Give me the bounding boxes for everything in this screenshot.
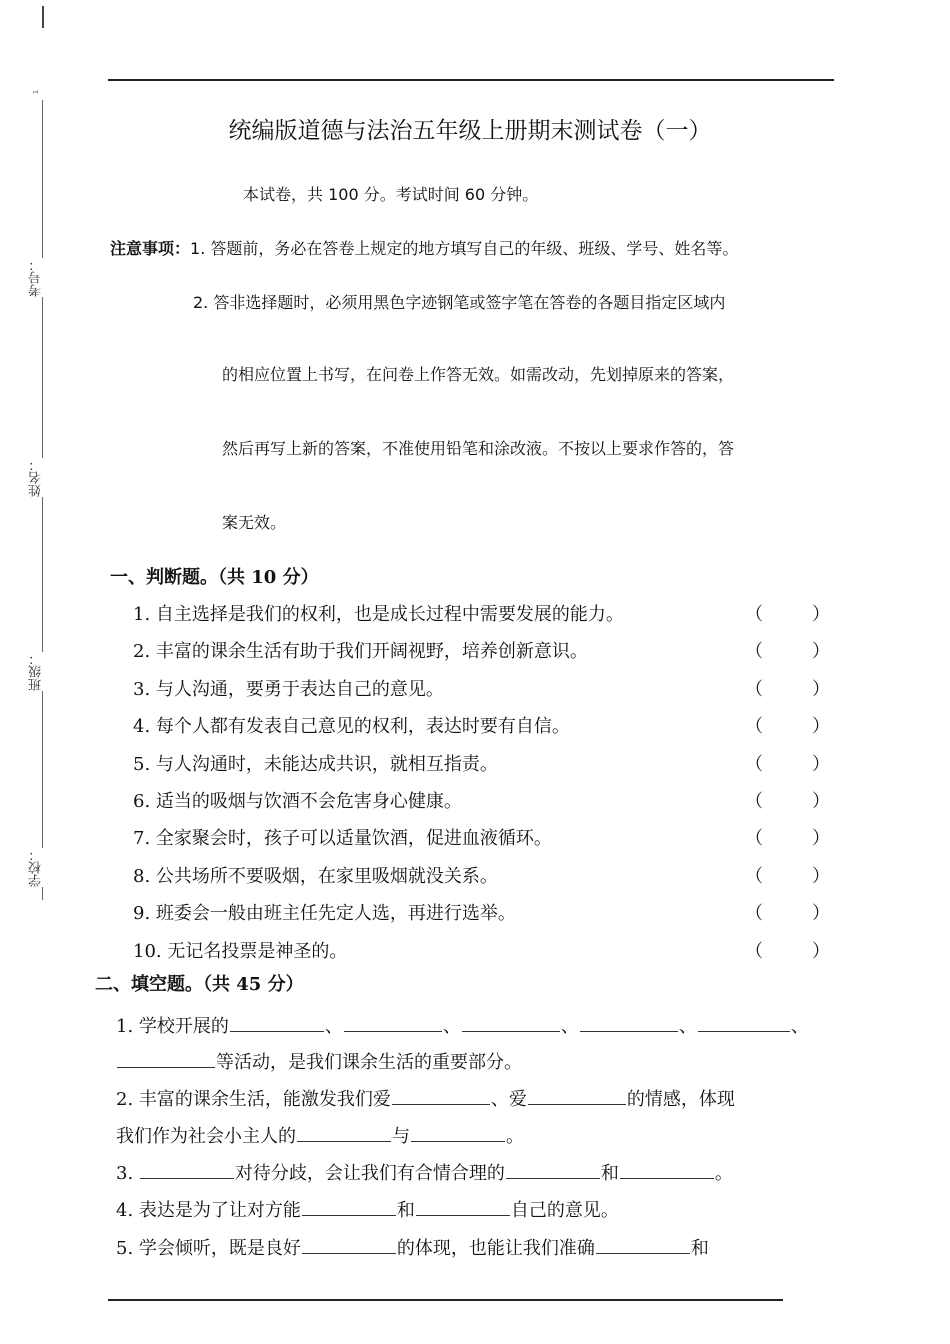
answer-paren-close[interactable]: ）	[812, 903, 830, 924]
footer-rule	[108, 1299, 783, 1301]
separator: 、	[324, 1016, 343, 1037]
fill-q4-text: 自己的意见。	[510, 1200, 619, 1221]
answer-blank[interactable]	[230, 1013, 324, 1032]
answer-paren-open[interactable]: （	[745, 679, 763, 700]
answer-paren-open[interactable]: （	[745, 716, 763, 737]
notice-item-2-line-4: 案无效。	[222, 513, 287, 532]
answer-blank[interactable]	[344, 1013, 442, 1032]
question-text: 9. 班委会一般由班主任先定人选，再进行选举。	[133, 903, 516, 924]
answer-paren-close[interactable]: ）	[812, 866, 830, 887]
fill-q1-text: 1. 学校开展的	[116, 1016, 229, 1037]
binding-line	[42, 100, 43, 900]
question-text: 8. 公共场所不要吸烟，在家里吸烟就没关系。	[133, 866, 498, 887]
fill-question-5	[116, 1234, 709, 1260]
question-text: 1. 自主选择是我们的权利，也是成长过程中需要发展的能力。	[133, 604, 624, 625]
answer-paren-close[interactable]: ）	[812, 679, 830, 700]
answer-paren-close[interactable]: ）	[812, 754, 830, 775]
page-mark: 1	[32, 89, 41, 95]
question-text: 5. 与人沟通时，未能达成共识，就相互指责。	[133, 754, 498, 775]
question-text: 10. 无记名投票是神圣的。	[133, 941, 348, 962]
fill-q3-text: 3.	[116, 1163, 139, 1184]
answer-blank[interactable]	[698, 1013, 790, 1032]
exam-number-label: 考号：	[26, 258, 48, 297]
notice-item-2-line-1: 2. 答非选择题时，必须用黑色字迹钢笔或签字笔在答卷的各题目指定区域内	[193, 293, 726, 312]
fill-q3-text: 对待分歧，会让我们有合情合理的	[234, 1163, 505, 1184]
answer-paren-close[interactable]: ）	[812, 941, 830, 962]
fill-question-3	[116, 1159, 733, 1185]
answer-paren-close[interactable]: ）	[812, 791, 830, 812]
fill-q2-text: 的情感，体现	[626, 1089, 735, 1110]
answer-blank[interactable]	[117, 1049, 215, 1068]
answer-paren-open[interactable]: （	[745, 791, 763, 812]
separator: 、	[790, 1016, 809, 1037]
fill-question-4	[116, 1196, 619, 1222]
answer-blank[interactable]	[580, 1013, 678, 1032]
fill-q3-text: 和	[600, 1163, 619, 1184]
fill-q2-text: 、爱	[490, 1089, 527, 1110]
page-title: 统编版道德与法治五年级上册期末测试卷（一）	[228, 118, 712, 144]
notice-text-1: 1. 答题前，务必在答卷上规定的地方填写自己的年级、班级、学号、姓名等。	[190, 239, 739, 258]
answer-blank[interactable]	[528, 1086, 626, 1105]
margin-tick	[42, 6, 44, 28]
answer-blank[interactable]	[302, 1197, 396, 1216]
exam-info: 本试卷，共 100 分。考试时间 60 分钟。	[243, 185, 539, 204]
fill-q4-text: 4. 表达是为了让对方能	[116, 1200, 301, 1221]
answer-blank[interactable]	[596, 1235, 690, 1254]
name-label: 姓名：	[26, 458, 48, 497]
fill-q2-text: 与	[392, 1126, 410, 1147]
notice-item-2-line-3: 然后再写上新的答案，不准使用铅笔和涂改液。不按以上要求作答的，答	[222, 439, 735, 458]
fill-q1-text-end: 等活动，是我们课余生活的重要部分。	[216, 1052, 522, 1073]
fill-q5-text: 5. 学会倾听，既是良好	[116, 1238, 301, 1259]
fill-q5-text: 和	[690, 1238, 709, 1259]
fill-question-1-line-1	[116, 1012, 809, 1038]
question-text: 4. 每个人都有发表自己意见的权利，表达时要有自信。	[133, 716, 570, 737]
notice-item-2-line-2: 的相应位置上书写，在问卷上作答无效。如需改动，先划掉原来的答案，	[222, 365, 735, 384]
answer-blank[interactable]	[620, 1160, 714, 1179]
fill-q5-text: 的体现，也能让我们准确	[396, 1238, 595, 1259]
answer-paren-close[interactable]: ）	[812, 604, 830, 625]
separator: 、	[560, 1016, 579, 1037]
question-text: 2. 丰富的课余生活有助于我们开阔视野，培养创新意识。	[133, 641, 588, 662]
fill-question-2-line-1	[116, 1085, 735, 1111]
class-label: 班级：	[26, 652, 48, 691]
answer-blank[interactable]	[416, 1197, 510, 1216]
fill-q3-text: 。	[714, 1163, 733, 1184]
answer-blank[interactable]	[297, 1123, 391, 1142]
question-text: 7. 全家聚会时，孩子可以适量饮酒，促进血液循环。	[133, 828, 552, 849]
answer-paren-open[interactable]: （	[745, 604, 763, 625]
fill-q2-text: 我们作为社会小主人的	[116, 1126, 296, 1147]
fill-question-1-line-2	[116, 1048, 522, 1074]
fill-question-2-line-2	[116, 1122, 524, 1148]
section-2-heading: 二、填空题。（共 45 分）	[95, 974, 304, 995]
notice-item-1	[110, 236, 738, 259]
answer-paren-open[interactable]: （	[745, 903, 763, 924]
section-1-heading: 一、判断题。（共 10 分）	[110, 567, 319, 588]
header-rule	[108, 79, 834, 81]
fill-q2-text: 2. 丰富的课余生活，能激发我们爱	[116, 1089, 391, 1110]
fill-q4-text: 和	[396, 1200, 415, 1221]
question-text: 6. 适当的吸烟与饮酒不会危害身心健康。	[133, 791, 462, 812]
fill-q2-text: 。	[506, 1126, 524, 1147]
answer-blank[interactable]	[140, 1160, 234, 1179]
question-text: 3. 与人沟通，要勇于表达自己的意见。	[133, 679, 444, 700]
answer-paren-open[interactable]: （	[745, 754, 763, 775]
answer-paren-open[interactable]: （	[745, 641, 763, 662]
answer-paren-open[interactable]: （	[745, 941, 763, 962]
answer-blank[interactable]	[411, 1123, 505, 1142]
school-label: 学校：	[26, 848, 48, 887]
answer-blank[interactable]	[506, 1160, 600, 1179]
notice-label: 注意事项：	[110, 239, 191, 258]
separator: 、	[442, 1016, 461, 1037]
answer-paren-open[interactable]: （	[745, 866, 763, 887]
answer-blank[interactable]	[302, 1235, 396, 1254]
separator: 、	[678, 1016, 697, 1037]
answer-paren-close[interactable]: ）	[812, 716, 830, 737]
answer-paren-open[interactable]: （	[745, 828, 763, 849]
answer-paren-close[interactable]: ）	[812, 828, 830, 849]
answer-blank[interactable]	[392, 1086, 490, 1105]
answer-paren-close[interactable]: ）	[812, 641, 830, 662]
answer-blank[interactable]	[462, 1013, 560, 1032]
